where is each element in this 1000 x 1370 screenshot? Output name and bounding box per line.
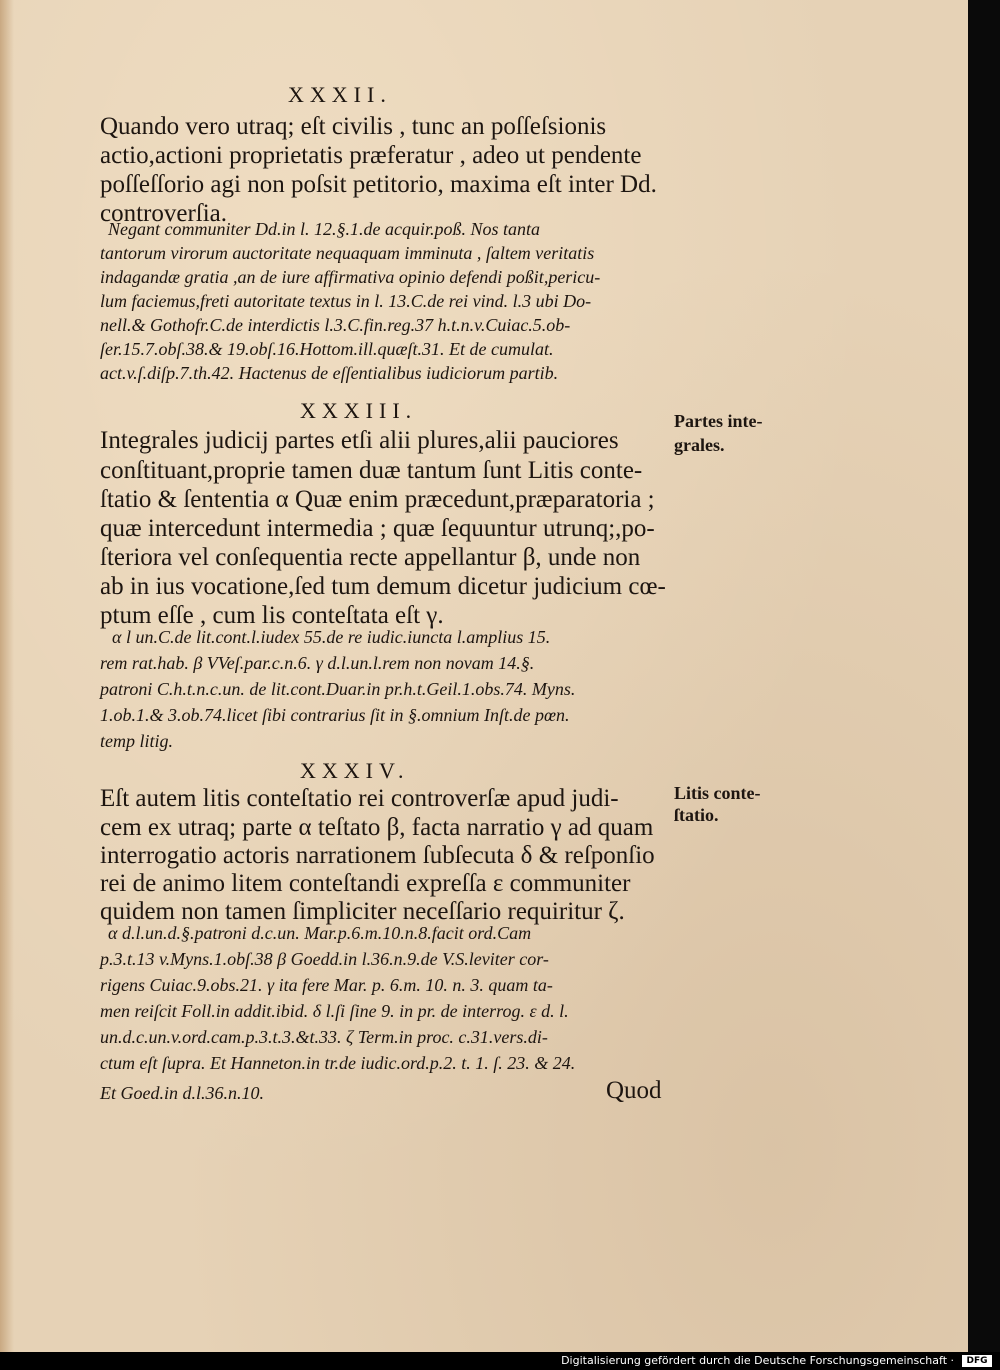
note-line: ſer.15.7.obſ.38.& 19.obſ.16.Hottom.ill.quæſt.31. Et de cumulat. [100, 339, 554, 359]
body-line: quæ intercedunt intermedia ; quæ ſequuntur utrunq;,po- [100, 515, 655, 542]
body-line: interrogatio actoris narrationem ſubſecuta δ & reſponſio [100, 842, 655, 869]
body-line: ptum eſſe , cum lis conteſtata eſt γ. [100, 602, 444, 629]
note-line: act.v.ſ.diſp.7.th.42. Hactenus de eſſentialibus iudiciorum partib. [100, 363, 559, 383]
catchword: Quod [606, 1077, 662, 1104]
note-line: α l un.C.de lit.cont.l.iudex 55.de re iudic.iuncta l.amplius 15. [112, 627, 551, 647]
scan-border [968, 0, 1000, 1352]
page-edge-shadow [0, 0, 14, 1352]
digitization-footer [0, 1352, 1000, 1370]
body-line: actio,actioni proprietatis præferatur , adeo ut pendente [100, 142, 642, 169]
footer-credit: Digitalisierung gefördert durch die Deutsche Forschungsgemeinschaft · [561, 1354, 954, 1367]
margin-note: Litis conte- [674, 783, 761, 803]
body-line: controverſia. [100, 200, 228, 227]
note-line: patroni C.h.t.n.c.un. de lit.cont.Duar.in pr.h.t.Geil.1.obs.74. Myns. [100, 679, 576, 699]
section-heading: XXXIV. [300, 758, 410, 783]
body-line: conſtituant,proprie tamen duæ tantum ſunt Litis conte- [100, 457, 643, 484]
margin-note: Partes inte- [674, 411, 763, 431]
note-line: Negant communiter Dd.in l. 12.§.1.de acquir.poß. Nos tanta [108, 219, 540, 239]
dfg-logo-icon: DFG [962, 1355, 992, 1367]
body-line: ſtatio & ſententia α Quæ enim præcedunt,præparatoria ; [100, 486, 655, 513]
section-heading: XXXII. [288, 82, 392, 107]
note-line: α d.l.un.d.§.patroni d.c.un. Mar.p.6.m.10.n.8.facit ord.Cam [108, 923, 532, 943]
body-line: poſſeſſorio agi non poſsit petitorio, maxima eſt inter Dd. [100, 171, 657, 198]
note-line: men reiſcit Foll.in addit.ibid. δ l.ſi ſine 9. in pr. de interrog. ε d. l. [100, 1001, 569, 1021]
margin-note: ſtatio. [674, 805, 719, 825]
note-line: ctum eſt ſupra. Et Hanneton.in tr.de iudic.ord.p.2. t. 1. ſ. 23. & 24. [100, 1053, 576, 1073]
body-line: cem ex utraq; parte α teſtato β, facta narratio γ ad quam [100, 814, 654, 841]
body-line: ſteriora vel conſequentia recte appellantur β, unde non [100, 544, 641, 571]
body-line: rei de animo litem conteſtandi expreſſa ε communiter [100, 870, 631, 897]
note-line: 1.ob.1.& 3.ob.74.licet ſibi contrarius ſit in §.omnium Inſt.de pœn. [100, 705, 570, 725]
note-line: p.3.t.13 v.Myns.1.obſ.38 β Goedd.in l.36.n.9.de V.S.leviter cor- [100, 949, 549, 969]
body-line: quidem non tamen ſimpliciter neceſſario requiritur ζ. [100, 898, 625, 925]
body-line: Eſt autem litis conteſtatio rei controverſæ apud judi- [100, 785, 619, 812]
section-heading: XXXIII. [300, 398, 418, 423]
note-line: lum faciemus,freti autoritate textus in l. 13.C.de rei vind. l.3 ubi Do- [100, 291, 592, 311]
note-line: rigens Cuiac.9.obs.21. γ ita fere Mar. p. 6.m. 10. n. 3. quam ta- [100, 975, 553, 995]
note-line: tantorum virorum auctoritate nequaquam imminuta , ſaltem veritatis [100, 243, 595, 263]
margin-note: grales. [674, 435, 725, 455]
note-line: un.d.c.un.v.ord.cam.p.3.t.3.&t.33. ζ Term.in proc. c.31.vers.di- [100, 1027, 548, 1047]
note-line: Et Goed.in d.l.36.n.10. [100, 1083, 264, 1103]
note-line: indagandæ gratia ,an de iure affirmativa opinio defendi poßit,pericu- [100, 267, 601, 287]
note-line: nell.& Gothofr.C.de interdictis l.3.C.fin.reg.37 h.t.n.v.Cuiac.5.ob- [100, 315, 571, 335]
note-line: rem rat.hab. β VVeſ.par.c.n.6. γ d.l.un.l.rem non novam 14.§. [100, 653, 535, 673]
note-line: temp litig. [100, 731, 173, 751]
body-line: Integrales judicij partes etſi alii plures,alii pauciores [100, 427, 619, 454]
body-line: ab in ius vocatione,ſed tum demum dicetur judicium cœ- [100, 573, 666, 600]
body-line: Quando vero utraq; eſt civilis , tunc an poſſeſsionis [100, 113, 607, 140]
